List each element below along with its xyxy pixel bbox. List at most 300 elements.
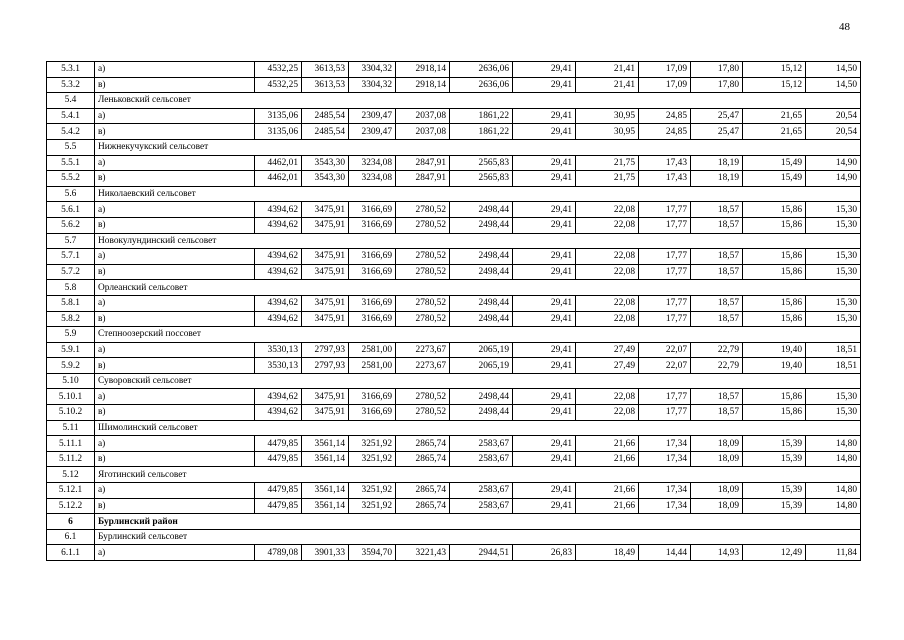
section-title: Бурлинский район <box>95 514 861 530</box>
value-cell: 15,39 <box>743 436 806 452</box>
value-cell: 15,30 <box>806 249 861 265</box>
section-header-row <box>47 373 861 389</box>
value-cell: 3530,13 <box>255 342 302 358</box>
value-cell: 2780,52 <box>396 249 450 265</box>
value-cell: 3475,91 <box>302 295 349 311</box>
value-cell: 17,80 <box>691 77 743 93</box>
value-cell: 14,50 <box>806 77 861 93</box>
value-cell: 2273,67 <box>396 358 450 374</box>
value-cell: 20,54 <box>806 124 861 140</box>
value-cell: 3234,08 <box>349 155 396 171</box>
value-cell: 29,41 <box>513 311 576 327</box>
value-cell: 14,93 <box>691 545 743 561</box>
section-title: Бурлинский сельсовет <box>95 529 861 545</box>
value-cell: 29,41 <box>513 155 576 171</box>
value-cell: 2583,67 <box>450 436 513 452</box>
row-variant: в) <box>95 405 255 421</box>
value-cell: 30,95 <box>576 124 639 140</box>
row-code: 5.8.2 <box>47 311 95 327</box>
row-variant: в) <box>95 124 255 140</box>
value-cell: 4394,62 <box>255 295 302 311</box>
value-cell: 4479,85 <box>255 498 302 514</box>
table-row <box>47 295 861 311</box>
value-cell: 2065,19 <box>450 342 513 358</box>
value-cell: 2780,52 <box>396 264 450 280</box>
value-cell: 14,80 <box>806 451 861 467</box>
value-cell: 29,41 <box>513 295 576 311</box>
value-cell: 25,47 <box>691 108 743 124</box>
table-row <box>47 108 861 124</box>
section-title: Яготинский сельсовет <box>95 467 861 483</box>
value-cell: 2498,44 <box>450 217 513 233</box>
row-variant: в) <box>95 358 255 374</box>
row-code: 5.5.2 <box>47 171 95 187</box>
value-cell: 4394,62 <box>255 249 302 265</box>
value-cell: 2498,44 <box>450 295 513 311</box>
value-cell: 2865,74 <box>396 498 450 514</box>
value-cell: 29,41 <box>513 483 576 499</box>
value-cell: 18,49 <box>576 545 639 561</box>
value-cell: 18,51 <box>806 342 861 358</box>
table-row <box>47 342 861 358</box>
value-cell: 15,86 <box>743 405 806 421</box>
value-cell: 27,49 <box>576 342 639 358</box>
value-cell: 14,80 <box>806 436 861 452</box>
table-row <box>47 264 861 280</box>
section-title: Орлеанский сельсовет <box>95 280 861 296</box>
value-cell: 29,41 <box>513 264 576 280</box>
value-cell: 29,41 <box>513 358 576 374</box>
value-cell: 3166,69 <box>349 217 396 233</box>
value-cell: 2780,52 <box>396 202 450 218</box>
table-row <box>47 358 861 374</box>
value-cell: 2847,91 <box>396 155 450 171</box>
value-cell: 2485,54 <box>302 108 349 124</box>
value-cell: 2636,06 <box>450 77 513 93</box>
value-cell: 2944,51 <box>450 545 513 561</box>
value-cell: 26,83 <box>513 545 576 561</box>
value-cell: 18,09 <box>691 451 743 467</box>
value-cell: 17,77 <box>639 405 691 421</box>
value-cell: 2065,19 <box>450 358 513 374</box>
value-cell: 21,66 <box>576 451 639 467</box>
value-cell: 15,39 <box>743 483 806 499</box>
row-code: 5.3.2 <box>47 77 95 93</box>
value-cell: 22,07 <box>639 342 691 358</box>
section-header-row <box>47 529 861 545</box>
row-code: 5.11.1 <box>47 436 95 452</box>
row-variant: а) <box>95 108 255 124</box>
row-code: 5.3.1 <box>47 62 95 78</box>
value-cell: 2273,67 <box>396 342 450 358</box>
value-cell: 2780,52 <box>396 295 450 311</box>
row-variant: в) <box>95 217 255 233</box>
section-title: Нижнекучукский сельсовет <box>95 139 861 155</box>
value-cell: 18,57 <box>691 311 743 327</box>
section-header-row <box>47 233 861 249</box>
value-cell: 3221,43 <box>396 545 450 561</box>
value-cell: 4479,85 <box>255 436 302 452</box>
value-cell: 17,77 <box>639 217 691 233</box>
table-row <box>47 62 861 78</box>
value-cell: 27,49 <box>576 358 639 374</box>
row-code: 5.7.1 <box>47 249 95 265</box>
value-cell: 4394,62 <box>255 405 302 421</box>
tariff-table <box>46 61 861 561</box>
value-cell: 18,57 <box>691 389 743 405</box>
value-cell: 2865,74 <box>396 483 450 499</box>
table-row <box>47 311 861 327</box>
value-cell: 29,41 <box>513 436 576 452</box>
value-cell: 22,08 <box>576 311 639 327</box>
row-variant: в) <box>95 171 255 187</box>
value-cell: 3135,06 <box>255 108 302 124</box>
value-cell: 3475,91 <box>302 311 349 327</box>
value-cell: 15,12 <box>743 62 806 78</box>
value-cell: 2037,08 <box>396 124 450 140</box>
row-code: 5.12.2 <box>47 498 95 514</box>
value-cell: 29,41 <box>513 124 576 140</box>
value-cell: 1861,22 <box>450 124 513 140</box>
value-cell: 17,77 <box>639 202 691 218</box>
value-cell: 3475,91 <box>302 217 349 233</box>
value-cell: 3251,92 <box>349 498 396 514</box>
row-code: 5.8.1 <box>47 295 95 311</box>
value-cell: 14,50 <box>806 62 861 78</box>
value-cell: 4532,25 <box>255 77 302 93</box>
row-variant: в) <box>95 77 255 93</box>
value-cell: 15,30 <box>806 217 861 233</box>
value-cell: 2037,08 <box>396 108 450 124</box>
value-cell: 15,86 <box>743 264 806 280</box>
value-cell: 15,86 <box>743 202 806 218</box>
value-cell: 15,12 <box>743 77 806 93</box>
value-cell: 2583,67 <box>450 451 513 467</box>
value-cell: 25,47 <box>691 124 743 140</box>
row-code: 5.12.1 <box>47 483 95 499</box>
row-variant: в) <box>95 264 255 280</box>
value-cell: 3594,70 <box>349 545 396 561</box>
table-row <box>47 171 861 187</box>
value-cell: 2865,74 <box>396 451 450 467</box>
section-header-row <box>47 280 861 296</box>
value-cell: 15,86 <box>743 311 806 327</box>
value-cell: 2918,14 <box>396 62 450 78</box>
value-cell: 2780,52 <box>396 217 450 233</box>
row-code: 5.10 <box>47 373 95 389</box>
value-cell: 3561,14 <box>302 483 349 499</box>
value-cell: 3530,13 <box>255 358 302 374</box>
value-cell: 21,75 <box>576 171 639 187</box>
value-cell: 21,66 <box>576 483 639 499</box>
value-cell: 4479,85 <box>255 483 302 499</box>
value-cell: 29,41 <box>513 108 576 124</box>
table-row <box>47 202 861 218</box>
value-cell: 29,41 <box>513 498 576 514</box>
value-cell: 3166,69 <box>349 249 396 265</box>
value-cell: 2581,00 <box>349 358 396 374</box>
value-cell: 18,09 <box>691 498 743 514</box>
table-row <box>47 545 861 561</box>
value-cell: 3251,92 <box>349 483 396 499</box>
value-cell: 15,86 <box>743 217 806 233</box>
value-cell: 29,41 <box>513 62 576 78</box>
value-cell: 3901,33 <box>302 545 349 561</box>
value-cell: 18,09 <box>691 483 743 499</box>
value-cell: 22,08 <box>576 217 639 233</box>
value-cell: 15,49 <box>743 171 806 187</box>
value-cell: 4394,62 <box>255 389 302 405</box>
value-cell: 3251,92 <box>349 451 396 467</box>
value-cell: 21,75 <box>576 155 639 171</box>
row-code: 5.11 <box>47 420 95 436</box>
value-cell: 29,41 <box>513 389 576 405</box>
row-code: 5.5 <box>47 139 95 155</box>
value-cell: 2780,52 <box>396 405 450 421</box>
row-code: 5.5.1 <box>47 155 95 171</box>
value-cell: 14,90 <box>806 155 861 171</box>
row-code: 5.9.1 <box>47 342 95 358</box>
row-code: 5.7.2 <box>47 264 95 280</box>
value-cell: 21,66 <box>576 498 639 514</box>
value-cell: 29,41 <box>513 171 576 187</box>
value-cell: 17,77 <box>639 264 691 280</box>
row-variant: а) <box>95 295 255 311</box>
value-cell: 3561,14 <box>302 498 349 514</box>
value-cell: 3234,08 <box>349 171 396 187</box>
value-cell: 15,86 <box>743 249 806 265</box>
section-title: Суворовский сельсовет <box>95 373 861 389</box>
row-code: 5.4.2 <box>47 124 95 140</box>
section-header-row <box>47 93 861 109</box>
value-cell: 21,41 <box>576 77 639 93</box>
value-cell: 18,19 <box>691 155 743 171</box>
section-title: Шимолинский сельсовет <box>95 420 861 436</box>
value-cell: 4479,85 <box>255 451 302 467</box>
table-row <box>47 389 861 405</box>
row-code: 5.6 <box>47 186 95 202</box>
value-cell: 4532,25 <box>255 62 302 78</box>
table-row <box>47 498 861 514</box>
value-cell: 3166,69 <box>349 202 396 218</box>
value-cell: 2865,74 <box>396 436 450 452</box>
table-row <box>47 124 861 140</box>
row-variant: а) <box>95 436 255 452</box>
value-cell: 4394,62 <box>255 202 302 218</box>
row-variant: а) <box>95 202 255 218</box>
value-cell: 19,40 <box>743 342 806 358</box>
value-cell: 2498,44 <box>450 264 513 280</box>
value-cell: 22,08 <box>576 295 639 311</box>
value-cell: 4462,01 <box>255 171 302 187</box>
value-cell: 1861,22 <box>450 108 513 124</box>
row-variant: а) <box>95 389 255 405</box>
value-cell: 2780,52 <box>396 311 450 327</box>
value-cell: 3304,32 <box>349 77 396 93</box>
value-cell: 24,85 <box>639 124 691 140</box>
value-cell: 2636,06 <box>450 62 513 78</box>
value-cell: 29,41 <box>513 405 576 421</box>
value-cell: 18,57 <box>691 264 743 280</box>
value-cell: 18,57 <box>691 249 743 265</box>
section-header-row <box>47 467 861 483</box>
value-cell: 14,80 <box>806 483 861 499</box>
row-variant: а) <box>95 62 255 78</box>
row-variant: в) <box>95 451 255 467</box>
value-cell: 3613,53 <box>302 77 349 93</box>
value-cell: 11,84 <box>806 545 861 561</box>
row-variant: а) <box>95 155 255 171</box>
value-cell: 3304,32 <box>349 62 396 78</box>
value-cell: 3475,91 <box>302 202 349 218</box>
value-cell: 2780,52 <box>396 389 450 405</box>
value-cell: 2565,83 <box>450 155 513 171</box>
row-code: 6 <box>47 514 95 530</box>
value-cell: 15,86 <box>743 295 806 311</box>
row-code: 5.4.1 <box>47 108 95 124</box>
page-number: 48 <box>839 21 850 33</box>
value-cell: 29,41 <box>513 249 576 265</box>
value-cell: 2309,47 <box>349 124 396 140</box>
row-code: 5.10.1 <box>47 389 95 405</box>
value-cell: 3475,91 <box>302 389 349 405</box>
value-cell: 17,09 <box>639 62 691 78</box>
row-code: 5.7 <box>47 233 95 249</box>
section-title: Степноозерский поссовет <box>95 327 861 343</box>
value-cell: 2797,93 <box>302 358 349 374</box>
value-cell: 17,34 <box>639 436 691 452</box>
value-cell: 17,77 <box>639 389 691 405</box>
value-cell: 17,77 <box>639 249 691 265</box>
value-cell: 2498,44 <box>450 405 513 421</box>
value-cell: 3166,69 <box>349 389 396 405</box>
value-cell: 17,80 <box>691 62 743 78</box>
value-cell: 3166,69 <box>349 311 396 327</box>
value-cell: 29,41 <box>513 451 576 467</box>
value-cell: 30,95 <box>576 108 639 124</box>
section-title: Леньковский сельсовет <box>95 93 861 109</box>
section-title: Новокулундинский сельсовет <box>95 233 861 249</box>
section-header-row <box>47 186 861 202</box>
value-cell: 4789,08 <box>255 545 302 561</box>
value-cell: 2847,91 <box>396 171 450 187</box>
value-cell: 22,07 <box>639 358 691 374</box>
value-cell: 3166,69 <box>349 264 396 280</box>
row-code: 5.10.2 <box>47 405 95 421</box>
value-cell: 4394,62 <box>255 311 302 327</box>
value-cell: 14,44 <box>639 545 691 561</box>
value-cell: 17,09 <box>639 77 691 93</box>
value-cell: 2498,44 <box>450 389 513 405</box>
row-code: 5.9 <box>47 327 95 343</box>
value-cell: 2918,14 <box>396 77 450 93</box>
value-cell: 21,65 <box>743 124 806 140</box>
row-code: 5.12 <box>47 467 95 483</box>
row-code: 5.4 <box>47 93 95 109</box>
value-cell: 22,08 <box>576 202 639 218</box>
value-cell: 3475,91 <box>302 249 349 265</box>
row-code: 5.11.2 <box>47 451 95 467</box>
value-cell: 15,30 <box>806 389 861 405</box>
value-cell: 2498,44 <box>450 202 513 218</box>
value-cell: 2485,54 <box>302 124 349 140</box>
table-row <box>47 249 861 265</box>
value-cell: 3251,92 <box>349 436 396 452</box>
table-row <box>47 155 861 171</box>
section-header-row <box>47 420 861 436</box>
value-cell: 2498,44 <box>450 311 513 327</box>
row-variant: а) <box>95 483 255 499</box>
value-cell: 2498,44 <box>450 249 513 265</box>
value-cell: 18,19 <box>691 171 743 187</box>
table-row <box>47 405 861 421</box>
value-cell: 17,43 <box>639 171 691 187</box>
value-cell: 22,08 <box>576 405 639 421</box>
value-cell: 21,41 <box>576 62 639 78</box>
value-cell: 15,39 <box>743 451 806 467</box>
value-cell: 3543,30 <box>302 155 349 171</box>
value-cell: 3475,91 <box>302 405 349 421</box>
table-row <box>47 451 861 467</box>
value-cell: 15,30 <box>806 405 861 421</box>
value-cell: 17,34 <box>639 451 691 467</box>
value-cell: 22,08 <box>576 389 639 405</box>
row-code: 5.6.1 <box>47 202 95 218</box>
value-cell: 21,66 <box>576 436 639 452</box>
row-code: 6.1 <box>47 529 95 545</box>
value-cell: 22,08 <box>576 264 639 280</box>
value-cell: 2583,67 <box>450 498 513 514</box>
value-cell: 15,30 <box>806 202 861 218</box>
value-cell: 17,43 <box>639 155 691 171</box>
value-cell: 4394,62 <box>255 264 302 280</box>
value-cell: 14,90 <box>806 171 861 187</box>
value-cell: 18,51 <box>806 358 861 374</box>
value-cell: 17,77 <box>639 295 691 311</box>
value-cell: 4394,62 <box>255 217 302 233</box>
value-cell: 2565,83 <box>450 171 513 187</box>
value-cell: 21,65 <box>743 108 806 124</box>
value-cell: 3561,14 <box>302 436 349 452</box>
value-cell: 2797,93 <box>302 342 349 358</box>
value-cell: 3166,69 <box>349 295 396 311</box>
value-cell: 3166,69 <box>349 405 396 421</box>
value-cell: 17,34 <box>639 498 691 514</box>
value-cell: 18,57 <box>691 217 743 233</box>
row-code: 5.8 <box>47 280 95 296</box>
value-cell: 4462,01 <box>255 155 302 171</box>
value-cell: 19,40 <box>743 358 806 374</box>
row-variant: в) <box>95 498 255 514</box>
table-row <box>47 483 861 499</box>
value-cell: 14,80 <box>806 498 861 514</box>
value-cell: 3613,53 <box>302 62 349 78</box>
value-cell: 15,49 <box>743 155 806 171</box>
value-cell: 18,57 <box>691 405 743 421</box>
value-cell: 29,41 <box>513 217 576 233</box>
section-header-row <box>47 139 861 155</box>
value-cell: 22,79 <box>691 342 743 358</box>
value-cell: 15,30 <box>806 264 861 280</box>
value-cell: 2583,67 <box>450 483 513 499</box>
table-row <box>47 436 861 452</box>
value-cell: 22,79 <box>691 358 743 374</box>
table-row <box>47 77 861 93</box>
value-cell: 15,39 <box>743 498 806 514</box>
value-cell: 2581,00 <box>349 342 396 358</box>
value-cell: 3561,14 <box>302 451 349 467</box>
value-cell: 12,49 <box>743 545 806 561</box>
